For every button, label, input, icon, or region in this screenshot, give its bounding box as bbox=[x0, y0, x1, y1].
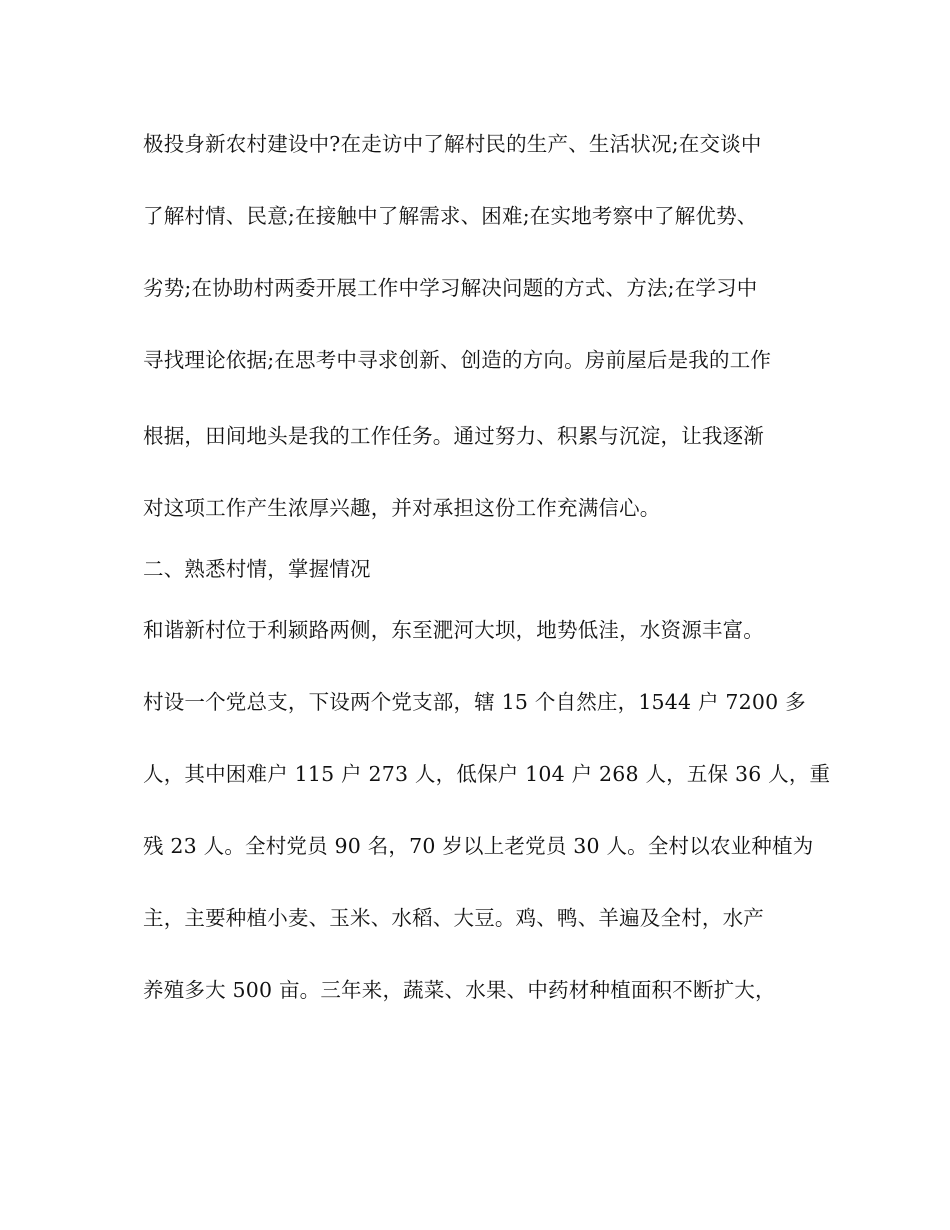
text-line: 对这项工作产生浓厚兴趣，并对承担这份工作充满信心。 bbox=[143, 496, 661, 520]
text-line: 劣势;在协助村两委开展工作中学习解决问题的方式、方法;在学习中 bbox=[143, 276, 758, 300]
text-line: 寻找理论依据;在思考中寻求创新、创造的方向。房前屋后是我的工作 bbox=[143, 348, 772, 372]
text-line: 和谐新村位于利颍路两侧，东至淝河大坝，地势低洼，水资源丰富。 bbox=[143, 618, 764, 642]
text-line: 了解村情、民意;在接触中了解需求、困难;在实地考察中了解优势、 bbox=[143, 204, 758, 228]
text-line: 养殖多大 500 亩。三年来，蔬菜、水果、中药材种植面积不断扩大， bbox=[143, 978, 776, 1002]
text-line: 根据，田间地头是我的工作任务。通过努力、积累与沉淀，让我逐渐 bbox=[143, 424, 764, 448]
text-line: 人，其中困难户 115 户 273 人，低保户 104 户 268 人，五保 36 人，重 bbox=[143, 762, 831, 786]
text-line: 极投身新农村建设中?在走访中了解村民的生产、生活状况;在交谈中 bbox=[143, 132, 762, 156]
text-line: 残 23 人。全村党员 90 名，70 岁以上老党员 30 人。全村以农业种植为 bbox=[143, 834, 814, 858]
text-line: 村设一个党总支，下设两个党支部，辖 15 个自然庄，1544 户 7200 多 bbox=[143, 690, 806, 714]
section-heading: 二、熟悉村情，掌握情况 bbox=[143, 557, 371, 581]
text-line: 主，主要种植小麦、玉米、水稻、大豆。鸡、鸭、羊遍及全村，水产 bbox=[143, 906, 764, 930]
